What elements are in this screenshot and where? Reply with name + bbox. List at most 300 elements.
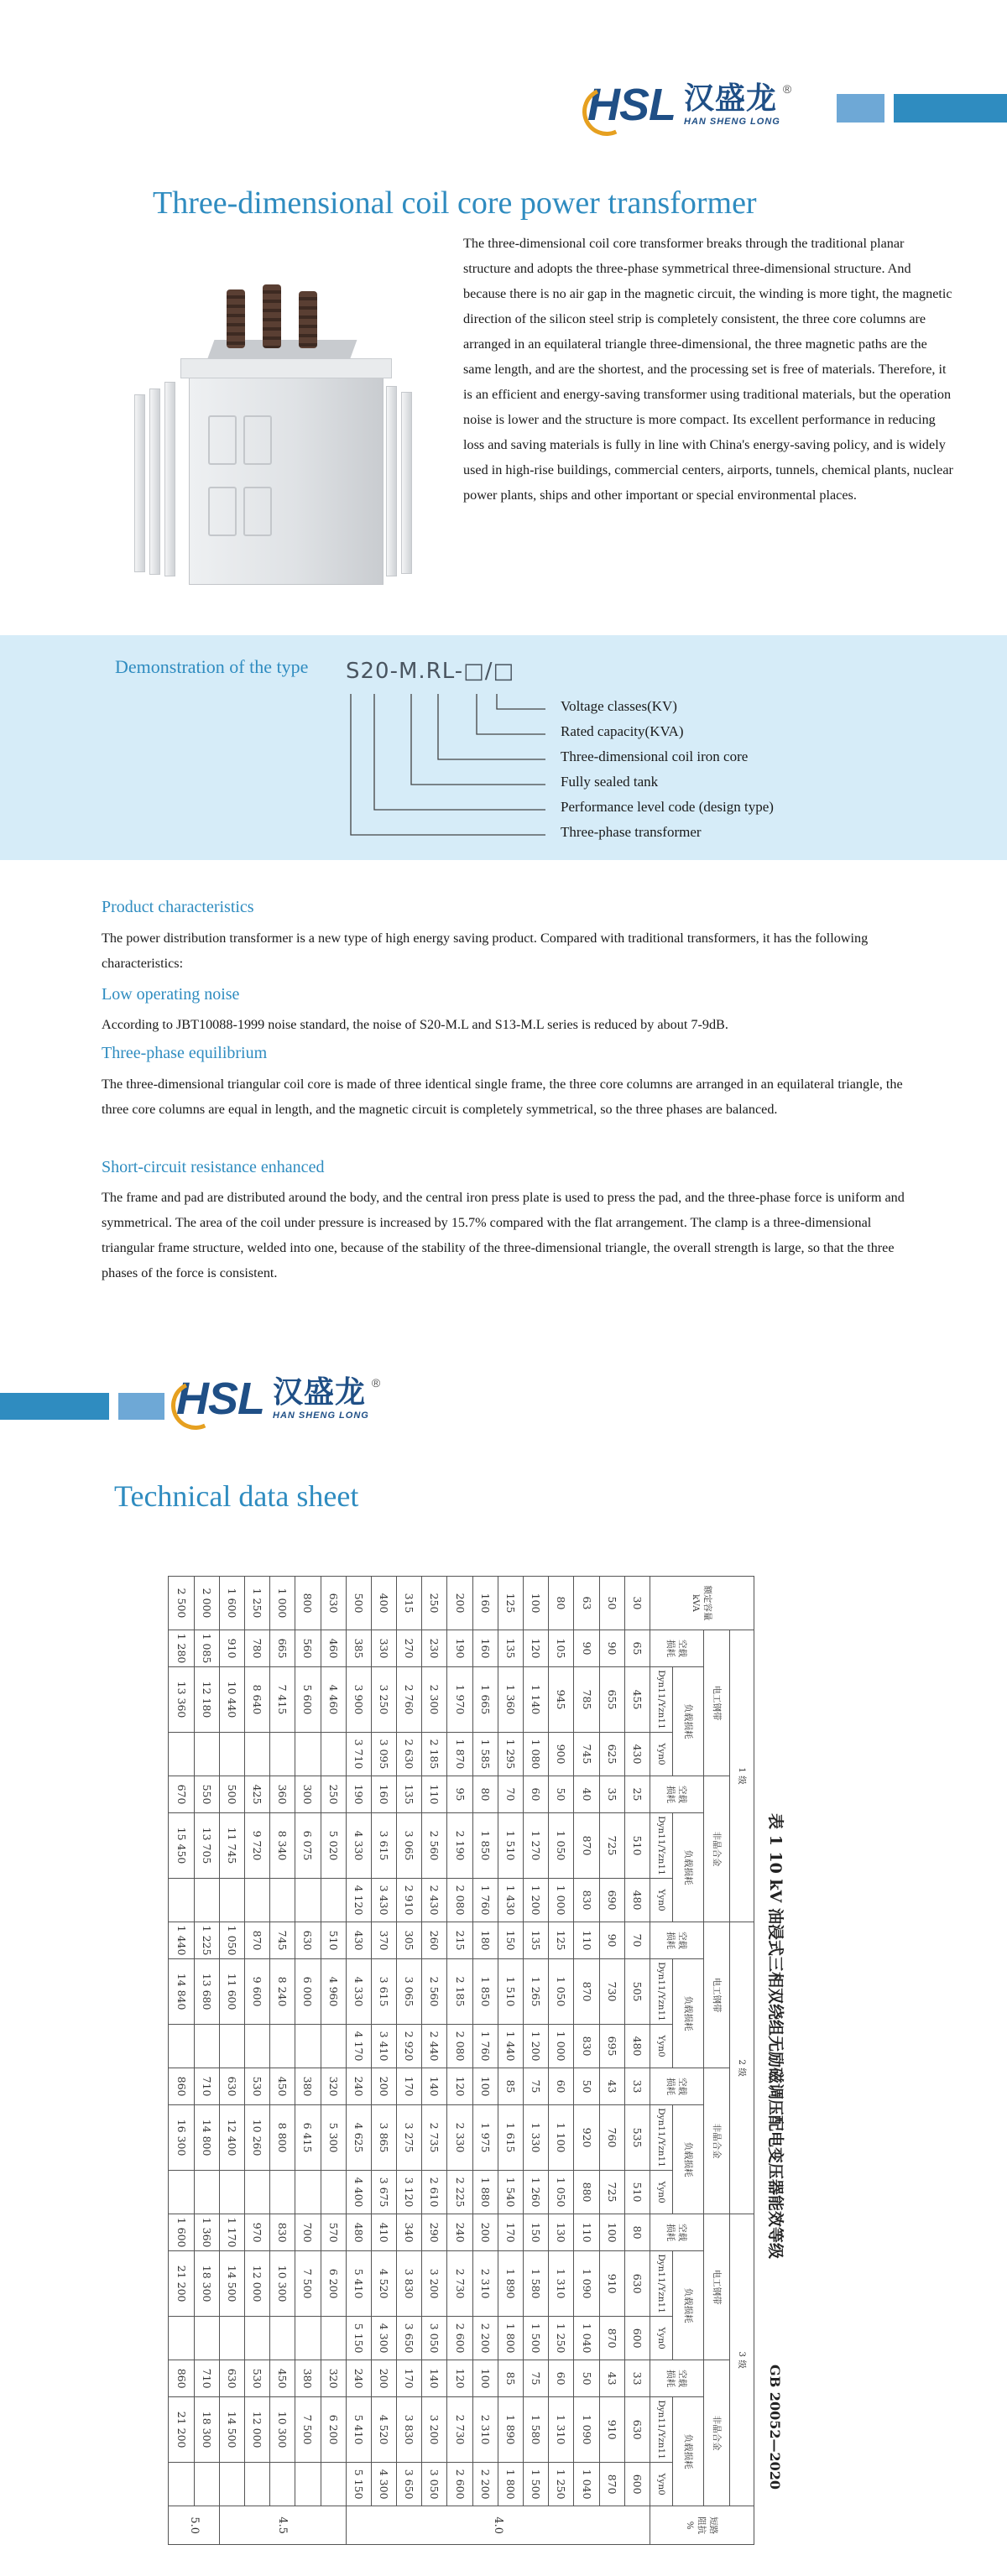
value-cell: 3 200 <box>422 2251 447 2317</box>
value-cell: 1 040 <box>574 2317 599 2360</box>
short-circuit-cell: 4.0 <box>346 2506 650 2545</box>
value-cell: 135 <box>498 1630 523 1667</box>
capacity-header: 额定容量 kVA <box>650 1577 754 1630</box>
short-circuit-cell: 5.0 <box>169 2506 219 2545</box>
value-cell: 2 080 <box>447 1879 472 1922</box>
value-cell: 10 440 <box>219 1667 244 1733</box>
value-cell: 6 200 <box>321 2397 346 2463</box>
value-cell: 16 300 <box>169 2105 194 2171</box>
efficiency-table-panel <box>175 1576 788 2535</box>
value-cell: 600 <box>624 2317 650 2360</box>
value-cell: 600 <box>624 2463 650 2506</box>
table-row <box>270 1577 295 2545</box>
value-cell: 33 <box>624 2068 650 2105</box>
value-cell: 910 <box>599 2397 624 2463</box>
value-cell: 1 000 <box>549 1879 574 1922</box>
value-cell: 43 <box>599 2360 624 2397</box>
value-cell: 43 <box>599 2068 624 2105</box>
value-cell: 360 <box>270 1776 295 1813</box>
value-cell: 1 140 <box>524 1667 549 1733</box>
value-cell: 11 745 <box>219 1813 244 1879</box>
value-cell: 8 800 <box>270 2105 295 2171</box>
table-row <box>524 1577 549 2545</box>
level-2-header: 2 级 <box>730 1922 754 2214</box>
value-cell <box>245 1879 270 1922</box>
value-cell: 95 <box>447 1776 472 1813</box>
value-cell: 1 250 <box>549 2463 574 2506</box>
type-label-voltage: Voltage classes(KV) <box>561 698 677 714</box>
value-cell: 60 <box>549 2360 574 2397</box>
value-cell: 2 225 <box>447 2171 472 2214</box>
noise-text: According to JBT10088-1999 noise standard, the noise of S20-M.L and S13-M.L series is reduced by about 7-9dB. <box>102 1017 728 1032</box>
value-cell: 1 090 <box>574 2251 599 2317</box>
table-row <box>472 1577 498 2545</box>
level-1-header: 1 级 <box>730 1630 754 1922</box>
value-cell: 7 415 <box>270 1667 295 1733</box>
value-cell: 1 295 <box>498 1733 523 1776</box>
value-cell: 215 <box>447 1922 472 1959</box>
value-cell: 6 000 <box>295 1959 321 2025</box>
table-row <box>219 1577 244 2545</box>
value-cell: 240 <box>346 2068 371 2105</box>
value-cell: 1 850 <box>472 1813 498 1879</box>
value-cell: 700 <box>295 2214 321 2251</box>
value-cell <box>321 2463 346 2506</box>
value-cell: 100 <box>472 2360 498 2397</box>
value-cell: 80 <box>624 2214 650 2251</box>
value-cell: 2 735 <box>422 2105 447 2171</box>
value-cell: 1 260 <box>524 2171 549 2214</box>
value-cell: 690 <box>599 1879 624 1922</box>
value-cell: 2 310 <box>472 2251 498 2317</box>
value-cell: 60 <box>524 1776 549 1813</box>
value-cell: 1 310 <box>549 2397 574 2463</box>
value-cell: 2 600 <box>447 2317 472 2360</box>
equilibrium-heading: Three-phase equilibrium <box>102 1044 268 1062</box>
value-cell: 4 460 <box>321 1667 346 1733</box>
value-cell: 9 600 <box>245 1959 270 2025</box>
table-row <box>245 1577 270 2545</box>
value-cell: 270 <box>397 1630 422 1667</box>
value-cell: 5 020 <box>321 1813 346 1879</box>
value-cell <box>321 1733 346 1776</box>
value-cell: 25 <box>624 1776 650 1813</box>
value-cell: 240 <box>447 2214 472 2251</box>
header-accent-square <box>837 94 884 123</box>
value-cell: 430 <box>624 1733 650 1776</box>
value-cell: 550 <box>194 1776 219 1813</box>
short-circuit-header: 短路 阻抗 % <box>650 2506 754 2545</box>
data-sheet-heading: Technical data sheet <box>114 1479 359 1513</box>
efficiency-table: 额定容量 kVA 1 级 2 级 3 级 短路 阻抗 % 电工钢带 非晶合金 电工钢带 非晶合金 电工钢带 非晶合金 空载 损耗 负载损耗 空载 损耗 负载损耗 空载 损耗 负载损耗 空载 损耗 负载损耗 空载 损耗 负载损耗 空载 损耗 负载损耗 Dyn11/Yzn11 Yyn0 Dyn11/Yzn11 Yyn0 Dyn11/Yzn11 Yyn0 Dyn11/Yzn11 Yyn0 Dyn11/Yzn11 Yyn0 Dyn11/Yzn11 Yyn0 30 65 455 430 25 510 480 70 505 480 33 535 510 80 630 600 33 630 600 4.0 50 90 655 625 35 725 690 90 730 695 43 760 725 100 910 870 43 910 870 63 90 785 745 40 870 830 110 870 830 50 920 880 110 1 090 1 040 50 1 090 1 040 80 105 945 900 50 1 050 1 000 125 1 050 1 000 60 1 100 1 050 130 1 310 1 250 60 1 310 1 250 100 120 1 140 1 080 60 1 270 1 200 135 1 265 1 200 75 1 330 1 260 150 1 580 1 500 75 1 580 1 500 125 135 1 360 1 295 70 1 510 1 430 150 1 510 1 440 85 1 615 1 540 170 1 890 1 800 85 1 890 1 800 160 160 1 665 1 585 80 1 850 1 760 180 1 850 1 760 100 1 975 1 880 200 2 310 2 200 100 2 310 2 200 200 190 1 970 1 870 95 2 190 2 080 215 2 185 2 080 120 2 330 2 225 240 2 730 2 600 120 2 730 2 600 250 230 2 300 2 185 110 2 560 2 430 260 2 560 2 440 140 2 735 2 610 290 3 200 3 050 140 3 200 3 050 315 270 2 760 2 630 135 3 065 2 910 305 3 065 2 920 170 3 275 3 120 340 3 830 3 650 170 3 830 3 650 400 330 3 250 3 095 160 3 615 3 430 370 3 615 3 410 200 3 865 3 675 410 4 520 4 300 200 4 520 4 300 500 385 3 900 3 710 190 4 330 4 120 430 4 330 4 170 240 4 625 4 400 480 5 410 5 150 240 5 410 5 150 630 460 4 460 250 5 020 510 4 960 320 5 300 570 6 200 320 6 200 4.5 800 560 5 600 300 6 075 630 6 000 380 6 415 700 7 500 380 7 500 1 000 665 7 415 360 8 340 745 8 240 450 8 800 830 10 300 450 10 300 1 250 780 8 640 425 9 720 870 9 600 530 10 260 970 12 000 530 12 000 1 600 910 10 440 500 11 745 1 050 11 600 630 12 400 1 170 14 500 630 14 500 2 000 1 085 12 180 550 13 705 1 225 13 680 710 14 800 1 360 18 300 710 18 300 5.0 2 500 1 280 13 360 670 15 450 1 440 14 840 860 16 300 1 600 21 200 860 21 200 <box>168 1576 754 2545</box>
value-cell <box>194 2463 219 2506</box>
value-cell: 1 890 <box>498 2397 523 2463</box>
value-cell: 2 440 <box>422 2025 447 2068</box>
value-cell: 1 050 <box>219 1922 244 1959</box>
section-accent-square <box>118 1393 164 1420</box>
capacity-cell: 2 000 <box>194 1577 219 1630</box>
value-cell: 4 960 <box>321 1959 346 2025</box>
value-cell: 8 240 <box>270 1959 295 2025</box>
value-cell: 10 300 <box>270 2251 295 2317</box>
value-cell: 945 <box>549 1667 574 1733</box>
value-cell: 1 000 <box>549 2025 574 2068</box>
value-cell: 1 360 <box>194 2214 219 2251</box>
noise-heading: Low operating noise <box>102 985 240 1004</box>
value-cell: 1 050 <box>549 1959 574 2025</box>
header-accent-bar <box>894 94 1007 123</box>
value-cell: 1 510 <box>498 1959 523 2025</box>
value-cell: 10 260 <box>245 2105 270 2171</box>
value-cell <box>169 1879 194 1922</box>
value-cell: 21 200 <box>169 2251 194 2317</box>
value-cell: 1 440 <box>498 2025 523 2068</box>
value-cell: 1 580 <box>524 2251 549 2317</box>
value-cell: 450 <box>270 2068 295 2105</box>
section-logo: HSL 汉盛龙 HAN SHENG LONG ® <box>176 1376 380 1421</box>
value-cell: 1 585 <box>472 1733 498 1776</box>
value-cell: 90 <box>599 1630 624 1667</box>
table-row <box>397 1577 422 2545</box>
value-cell: 4 330 <box>346 1813 371 1879</box>
value-cell <box>270 2463 295 2506</box>
table-row <box>447 1577 472 2545</box>
value-cell <box>194 1733 219 1776</box>
type-code: S20-M.RL-□/□ <box>346 659 515 684</box>
value-cell: 300 <box>295 1776 321 1813</box>
value-cell: 5 150 <box>346 2317 371 2360</box>
value-cell <box>219 1733 244 1776</box>
value-cell: 14 840 <box>169 1959 194 2025</box>
value-cell: 530 <box>245 2068 270 2105</box>
value-cell: 110 <box>574 2214 599 2251</box>
value-cell: 1 360 <box>498 1667 523 1733</box>
value-cell: 13 705 <box>194 1813 219 1879</box>
value-cell: 75 <box>524 2068 549 2105</box>
capacity-cell: 2 500 <box>169 1577 194 1630</box>
value-cell <box>321 2171 346 2214</box>
value-cell: 1 975 <box>472 2105 498 2171</box>
capacity-cell: 100 <box>524 1577 549 1630</box>
value-cell: 1 800 <box>498 2463 523 2506</box>
value-cell <box>219 2463 244 2506</box>
value-cell: 1 500 <box>524 2317 549 2360</box>
value-cell: 2 080 <box>447 2025 472 2068</box>
value-cell: 50 <box>574 2068 599 2105</box>
table-row <box>422 1577 447 2545</box>
value-cell: 1 890 <box>498 2251 523 2317</box>
table-row <box>624 1577 650 2545</box>
value-cell: 380 <box>295 2068 321 2105</box>
value-cell: 21 200 <box>169 2397 194 2463</box>
capacity-cell: 63 <box>574 1577 599 1630</box>
value-cell <box>270 2317 295 2360</box>
table-row <box>194 1577 219 2545</box>
value-cell: 65 <box>624 1630 650 1667</box>
value-cell: 2 630 <box>397 1733 422 1776</box>
value-cell <box>321 1879 346 1922</box>
value-cell: 85 <box>498 2068 523 2105</box>
value-cell <box>194 1879 219 1922</box>
value-cell <box>295 2025 321 2068</box>
value-cell: 1 050 <box>549 2171 574 2214</box>
value-cell: 6 075 <box>295 1813 321 1879</box>
value-cell: 60 <box>549 2068 574 2105</box>
level-3-header: 3 级 <box>730 2214 754 2506</box>
value-cell: 140 <box>422 2068 447 2105</box>
value-cell: 18 300 <box>194 2251 219 2317</box>
value-cell: 125 <box>549 1922 574 1959</box>
capacity-cell: 1 600 <box>219 1577 244 1630</box>
table-row <box>346 1577 371 2545</box>
value-cell: 135 <box>397 1776 422 1813</box>
value-cell: 70 <box>498 1776 523 1813</box>
value-cell: 1 500 <box>524 2463 549 2506</box>
value-cell: 170 <box>397 2360 422 2397</box>
value-cell: 695 <box>599 2025 624 2068</box>
capacity-cell: 1 000 <box>270 1577 295 1630</box>
value-cell: 3 650 <box>397 2463 422 2506</box>
value-cell: 2 920 <box>397 2025 422 2068</box>
value-cell: 200 <box>371 2068 396 2105</box>
value-cell: 2 730 <box>447 2251 472 2317</box>
value-cell: 90 <box>574 1630 599 1667</box>
value-cell: 900 <box>549 1733 574 1776</box>
value-cell: 8 340 <box>270 1813 295 1879</box>
value-cell: 105 <box>549 1630 574 1667</box>
value-cell: 8 640 <box>245 1667 270 1733</box>
type-label-tank: Fully sealed tank <box>561 774 659 790</box>
value-cell: 505 <box>624 1959 650 2025</box>
value-cell <box>270 1879 295 1922</box>
value-cell: 3 200 <box>422 2397 447 2463</box>
value-cell: 920 <box>574 2105 599 2171</box>
value-cell: 3 830 <box>397 2397 422 2463</box>
value-cell: 170 <box>498 2214 523 2251</box>
transformer-image <box>109 289 424 600</box>
value-cell <box>295 1733 321 1776</box>
value-cell <box>321 2025 346 2068</box>
value-cell: 1 760 <box>472 2025 498 2068</box>
value-cell <box>194 2317 219 2360</box>
value-cell: 2 200 <box>472 2463 498 2506</box>
value-cell: 170 <box>397 2068 422 2105</box>
value-cell: 4 520 <box>371 2397 396 2463</box>
value-cell <box>245 2171 270 2214</box>
value-cell: 250 <box>321 1776 346 1813</box>
value-cell: 3 095 <box>371 1733 396 1776</box>
value-cell: 630 <box>624 2251 650 2317</box>
value-cell: 320 <box>321 2360 346 2397</box>
value-cell: 1 870 <box>447 1733 472 1776</box>
table-title: 表 1 10 kV 油浸式三相双绕组无励磁调压配电变压器能效等级 <box>766 1812 785 2260</box>
value-cell: 120 <box>447 2068 472 2105</box>
short-circuit-text: The frame and pad are distributed around the body, and the central iron press plate is used to press the pad, and the three-phase force is uniform and symmetrical. The area of the coil under pressure is increased by 15.7% compared with the flat arrangement. The clamp is a three-dimensional triangular frame structure, welded into one, because of the stability of the three-dimensional triangle, the overall strength is large, so that the three phases of the force is consistent. <box>102 1190 905 1280</box>
type-label-capacity: Rated capacity(KVA) <box>561 723 684 739</box>
value-cell: 3 615 <box>371 1959 396 2025</box>
value-cell: 5 150 <box>346 2463 371 2506</box>
value-cell: 480 <box>624 2025 650 2068</box>
section-accent-bar <box>0 1393 109 1420</box>
value-cell: 860 <box>169 2068 194 2105</box>
value-cell: 120 <box>524 1630 549 1667</box>
table-standard: GB 20052—2020 <box>767 2365 783 2490</box>
value-cell: 7 500 <box>295 2251 321 2317</box>
value-cell: 1 170 <box>219 2214 244 2251</box>
value-cell: 85 <box>498 2360 523 2397</box>
logo-english-name: HAN SHENG LONG <box>684 116 780 127</box>
value-cell: 3 120 <box>397 2171 422 2214</box>
value-cell: 1 050 <box>549 1813 574 1879</box>
short-circuit-heading: Short-circuit resistance enhanced <box>102 1158 325 1176</box>
value-cell: 100 <box>599 2214 624 2251</box>
header-logo <box>587 82 791 128</box>
value-cell: 630 <box>219 2068 244 2105</box>
value-cell: 370 <box>371 1922 396 1959</box>
value-cell: 1 510 <box>498 1813 523 1879</box>
value-cell <box>219 2025 244 2068</box>
value-cell: 190 <box>447 1630 472 1667</box>
value-cell: 1 430 <box>498 1879 523 1922</box>
value-cell <box>169 2025 194 2068</box>
value-cell: 1 850 <box>472 1959 498 2025</box>
value-cell: 1 330 <box>524 2105 549 2171</box>
value-cell <box>219 2171 244 2214</box>
value-cell: 5 600 <box>295 1667 321 1733</box>
value-cell: 2 560 <box>422 1813 447 1879</box>
value-cell: 5 410 <box>346 2251 371 2317</box>
value-cell <box>194 2171 219 2214</box>
value-cell: 230 <box>422 1630 447 1667</box>
value-cell: 1 200 <box>524 1879 549 1922</box>
value-cell: 410 <box>371 2214 396 2251</box>
product-title: Three-dimensional coil core power transformer <box>153 185 757 221</box>
value-cell: 1 270 <box>524 1813 549 1879</box>
value-cell: 910 <box>219 1630 244 1667</box>
value-cell: 3 050 <box>422 2317 447 2360</box>
type-demo-heading: Demonstration of the type <box>115 656 309 677</box>
value-cell <box>169 2317 194 2360</box>
capacity-cell: 160 <box>472 1577 498 1630</box>
value-cell: 870 <box>599 2463 624 2506</box>
value-cell: 2 430 <box>422 1879 447 1922</box>
capacity-cell: 630 <box>321 1577 346 1630</box>
value-cell: 910 <box>599 2251 624 2317</box>
value-cell: 2 300 <box>422 1667 447 1733</box>
value-cell: 305 <box>397 1922 422 1959</box>
capacity-cell: 80 <box>549 1577 574 1630</box>
capacity-cell: 200 <box>447 1577 472 1630</box>
value-cell: 730 <box>599 1959 624 2025</box>
value-cell: 1 970 <box>447 1667 472 1733</box>
value-cell: 2 730 <box>447 2397 472 2463</box>
value-cell: 4 300 <box>371 2463 396 2506</box>
table-row <box>574 1577 599 2545</box>
value-cell: 460 <box>321 1630 346 1667</box>
table-row <box>321 1577 346 2545</box>
value-cell: 180 <box>472 1922 498 1959</box>
value-cell: 110 <box>574 1922 599 1959</box>
value-cell: 630 <box>624 2397 650 2463</box>
value-cell: 385 <box>346 1630 371 1667</box>
value-cell: 780 <box>245 1630 270 1667</box>
value-cell: 630 <box>295 1922 321 1959</box>
value-cell: 330 <box>371 1630 396 1667</box>
type-code-leader-lines <box>0 635 1007 860</box>
value-cell: 5 300 <box>321 2105 346 2171</box>
value-cell: 9 720 <box>245 1813 270 1879</box>
value-cell: 1 310 <box>549 2251 574 2317</box>
value-cell: 200 <box>371 2360 396 2397</box>
value-cell: 200 <box>472 2214 498 2251</box>
value-cell: 7 500 <box>295 2397 321 2463</box>
value-cell: 75 <box>524 2360 549 2397</box>
value-cell: 2 310 <box>472 2397 498 2463</box>
value-cell: 870 <box>245 1922 270 1959</box>
value-cell: 2 610 <box>422 2171 447 2214</box>
value-cell: 12 000 <box>245 2397 270 2463</box>
value-cell: 630 <box>219 2360 244 2397</box>
value-cell: 530 <box>245 2360 270 2397</box>
capacity-cell: 50 <box>599 1577 624 1630</box>
value-cell: 12 400 <box>219 2105 244 2171</box>
capacity-cell: 250 <box>422 1577 447 1630</box>
value-cell: 320 <box>321 2068 346 2105</box>
value-cell: 150 <box>498 1922 523 1959</box>
value-cell: 1 090 <box>574 2397 599 2463</box>
value-cell: 3 050 <box>422 2463 447 2506</box>
value-cell: 4 120 <box>346 1879 371 1922</box>
value-cell: 3 250 <box>371 1667 396 1733</box>
value-cell: 100 <box>472 2068 498 2105</box>
value-cell <box>270 1733 295 1776</box>
value-cell: 190 <box>346 1776 371 1813</box>
value-cell: 14 500 <box>219 2251 244 2317</box>
value-cell: 1 085 <box>194 1630 219 1667</box>
value-cell <box>194 2025 219 2068</box>
value-cell: 480 <box>624 1879 650 1922</box>
value-cell: 510 <box>624 1813 650 1879</box>
value-cell: 3 830 <box>397 2251 422 2317</box>
value-cell: 745 <box>270 1922 295 1959</box>
value-cell: 3 275 <box>397 2105 422 2171</box>
value-cell: 4 170 <box>346 2025 371 2068</box>
value-cell: 710 <box>194 2068 219 2105</box>
value-cell: 870 <box>574 1959 599 2025</box>
value-cell <box>270 2171 295 2214</box>
value-cell: 160 <box>371 1776 396 1813</box>
table-row <box>169 1577 194 2545</box>
value-cell: 3 065 <box>397 1959 422 2025</box>
value-cell: 110 <box>422 1776 447 1813</box>
value-cell: 670 <box>169 1776 194 1813</box>
value-cell: 240 <box>346 2360 371 2397</box>
value-cell: 3 710 <box>346 1733 371 1776</box>
value-cell: 2 760 <box>397 1667 422 1733</box>
capacity-cell: 125 <box>498 1577 523 1630</box>
value-cell: 3 410 <box>371 2025 396 2068</box>
logo-chinese-name: 汉盛龙 <box>684 81 778 116</box>
capacity-cell: 400 <box>371 1577 396 1630</box>
value-cell: 870 <box>574 1813 599 1879</box>
value-cell: 50 <box>549 1776 574 1813</box>
value-cell <box>295 1879 321 1922</box>
value-cell: 450 <box>270 2360 295 2397</box>
value-cell: 425 <box>245 1776 270 1813</box>
value-cell: 1 250 <box>549 2317 574 2360</box>
value-cell: 860 <box>169 2360 194 2397</box>
value-cell: 160 <box>472 1630 498 1667</box>
